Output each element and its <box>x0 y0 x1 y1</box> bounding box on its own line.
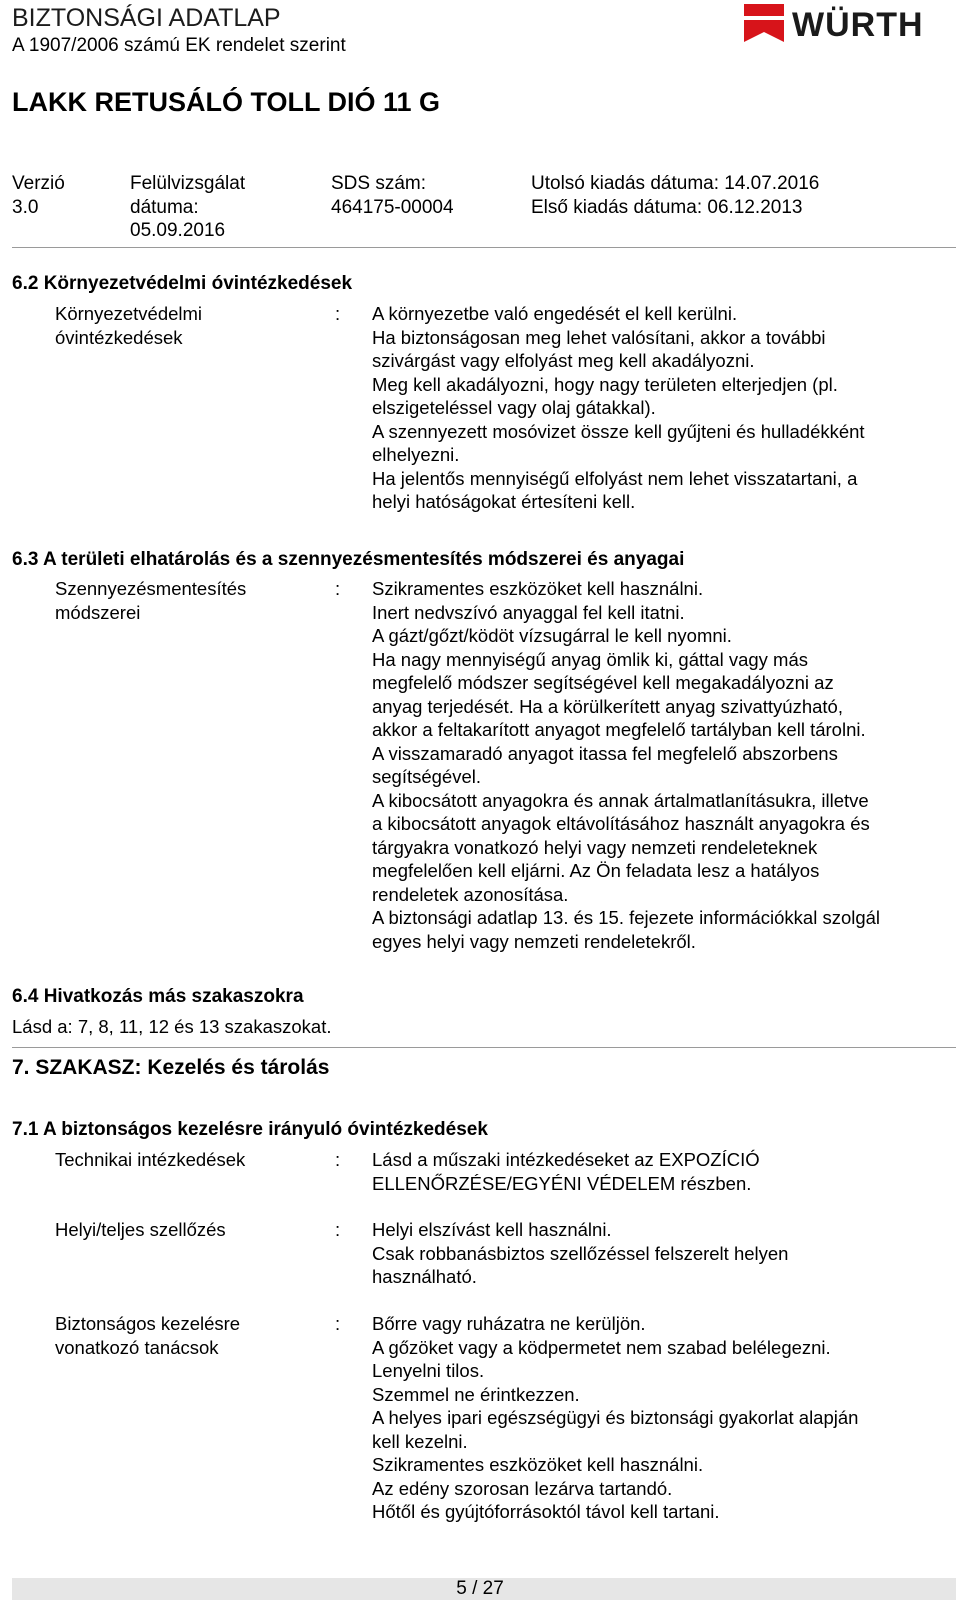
s71-row2-text <box>372 1218 788 1289</box>
s62-label <box>55 302 202 349</box>
version-value: 3.0 <box>12 196 39 218</box>
s62-colon: : <box>335 303 341 324</box>
s63-line: megfelelő módszer segítségével kell megakadályozni az <box>372 672 834 693</box>
s71-line: ELLENŐRZÉSE/EGYÉNI VÉDELEM részben. <box>372 1172 752 1194</box>
s71-row3-label <box>55 1312 240 1359</box>
s71-line: kell kezelni. <box>372 1430 468 1452</box>
section-6-4-heading: 6.4 Hivatkozás más szakaszokra <box>12 986 304 1007</box>
s71-row2-colon: : <box>335 1219 341 1240</box>
s71-label-line: Helyi/teljes szellőzés <box>55 1219 226 1240</box>
document-title: BIZTONSÁGI ADATLAP <box>12 4 281 32</box>
s62-line: Ha biztonságosan meg lehet valósítani, akkor a további <box>372 326 826 348</box>
s71-line: Csak robbanásbiztos szellőzéssel felszerelt helyen <box>372 1242 789 1264</box>
review-label-2: dátuma: <box>130 196 199 218</box>
s71-line: A gőzöket vagy a ködpermetet nem szabad belélegezni. <box>372 1336 831 1358</box>
meta-review <box>130 172 245 243</box>
s71-line: Szikramentes eszközöket kell használni. <box>372 1454 704 1475</box>
brand-text: WÜRTH <box>792 6 924 44</box>
s62-line: elhelyezni. <box>372 444 460 465</box>
sds-value: 464175-00004 <box>331 196 454 218</box>
s71-row3-text <box>372 1312 858 1524</box>
s62-label-line: óvintézkedések <box>55 326 183 348</box>
s71-label-line: vonatkozó tanácsok <box>55 1336 219 1358</box>
s63-line: Ha nagy mennyiségű anyag ömlik ki, gáttal vagy más <box>372 648 808 670</box>
meta-issue <box>531 172 819 219</box>
wurth-logo-icon <box>744 0 954 48</box>
s71-line: Szemmel ne érintkezzen. <box>372 1383 580 1405</box>
s64-text: Lásd a: 7, 8, 11, 12 és 13 szakaszokat. <box>12 1016 332 1037</box>
s62-line: A szennyezett mosóvizet össze kell gyűjteni és hulladékként <box>372 420 865 442</box>
section-6-2-heading: 6.2 Környezetvédelmi óvintézkedések <box>12 273 353 294</box>
s63-text <box>372 577 880 953</box>
s63-line: anyag terjedését. Ha a körülkerített anyag szivattyúzható, <box>372 695 843 717</box>
s62-label-line: Környezetvédelmi <box>55 303 203 324</box>
version-label: Verzió <box>12 173 65 194</box>
header-divider <box>12 247 956 248</box>
s63-line: a kibocsátott anyagok eltávolításához használt anyagokra és <box>372 813 870 834</box>
s63-line: A visszamaradó anyagot itassa fel megfelelő abszorbens <box>372 742 838 764</box>
s62-line: A környezetbe való engedését el kell kerülni. <box>372 303 738 324</box>
s71-line: A helyes ipari egészségügyi és biztonsági gyakorlat alapján <box>372 1407 859 1428</box>
section-7-1-heading: 7.1 A biztonságos kezelésre irányuló óvintézkedések <box>12 1119 488 1140</box>
s71-line: Bőrre vagy ruházatra ne kerüljön. <box>372 1313 646 1334</box>
s63-label-line: módszerei <box>55 601 141 623</box>
s63-line: A kibocsátott anyagokra és annak ártalmatlanításukra, illetve <box>372 789 869 811</box>
page-number: 5 / 27 <box>456 1578 504 1599</box>
s71-row1-colon: : <box>335 1149 341 1170</box>
s63-line: rendeletek azonosítása. <box>372 883 569 905</box>
first-issue-date: Első kiadás dátuma: 06.12.2013 <box>531 196 803 218</box>
section-6-3-heading: 6.3 A területi elhatárolás és a szennyezésmentesítés módszerei és anyagai <box>12 549 685 570</box>
s62-line: helyi hatóságokat értesíteni kell. <box>372 491 636 512</box>
wurth-logo <box>744 0 954 48</box>
review-value: 05.09.2016 <box>130 220 226 241</box>
s71-line: Helyi elszívást kell használni. <box>372 1219 612 1240</box>
s71-row1-label <box>55 1148 245 1172</box>
sds-label: SDS szám: <box>331 173 427 194</box>
s63-colon: : <box>335 578 341 599</box>
section-7-heading: 7. SZAKASZ: Kezelés és tárolás <box>12 1056 330 1079</box>
s63-label <box>55 577 246 624</box>
s63-line: Szikramentes eszközöket kell használni. <box>372 578 704 599</box>
s62-text <box>372 302 865 514</box>
s71-row1-text <box>372 1148 760 1195</box>
s71-label-line: Technikai intézkedések <box>55 1149 246 1170</box>
s71-line: Az edény szorosan lezárva tartandó. <box>372 1477 673 1499</box>
s71-row3-colon: : <box>335 1313 341 1334</box>
s63-label-line: Szennyezésmentesítés <box>55 578 247 599</box>
meta-version <box>12 172 65 219</box>
s71-label-line: Biztonságos kezelésre <box>55 1313 241 1334</box>
s63-line: A biztonsági adatlap 13. és 15. fejezete információkkal szolgál <box>372 907 881 928</box>
s62-line: Meg kell akadályozni, hogy nagy területen elterjedjen (pl. <box>372 373 838 395</box>
s63-line: Inert nedvszívó anyaggal fel kell itatni. <box>372 601 685 623</box>
s71-line: Lenyelni tilos. <box>372 1360 485 1381</box>
s63-line: egyes helyi vagy nemzeti rendeletekről. <box>372 930 696 952</box>
section-7-divider <box>12 1047 956 1048</box>
s63-line: segítségével. <box>372 766 482 787</box>
review-label-1: Felülvizsgálat <box>130 173 246 194</box>
s71-line: Lásd a műszaki intézkedéseket az EXPOZÍCIÓ <box>372 1149 760 1170</box>
product-name: LAKK RETUSÁLÓ TOLL DIÓ 11 G <box>12 87 441 117</box>
meta-sds <box>331 172 454 219</box>
s62-line: elszigeteléssel vagy olaj gátakkal). <box>372 397 656 418</box>
s62-line: Ha jelentős mennyiségű elfolyást nem lehet visszatartani, a <box>372 467 858 489</box>
s63-line: akkor a feltakarított anyagot megfelelő tartályban kell tárolni. <box>372 719 866 740</box>
document-subtitle: A 1907/2006 számú EK rendelet szerint <box>12 35 346 56</box>
s63-line: megfelelően kell eljárni. Az Ön feladata lesz a hatályos <box>372 860 820 881</box>
s63-line: tárgyakra vonatkozó helyi vagy nemzeti rendeleteknek <box>372 836 818 858</box>
s71-line: Hőtől és gyújtóforrásoktól távol kell tartani. <box>372 1501 720 1522</box>
s71-row2-label <box>55 1218 226 1242</box>
s71-line: használható. <box>372 1266 477 1287</box>
s62-line: szivárgást vagy elfolyást meg kell akadályozni. <box>372 350 755 371</box>
last-issue-date: Utolsó kiadás dátuma: 14.07.2016 <box>531 173 820 194</box>
s63-line: A gázt/gőzt/ködöt vízsugárral le kell nyomni. <box>372 625 732 646</box>
